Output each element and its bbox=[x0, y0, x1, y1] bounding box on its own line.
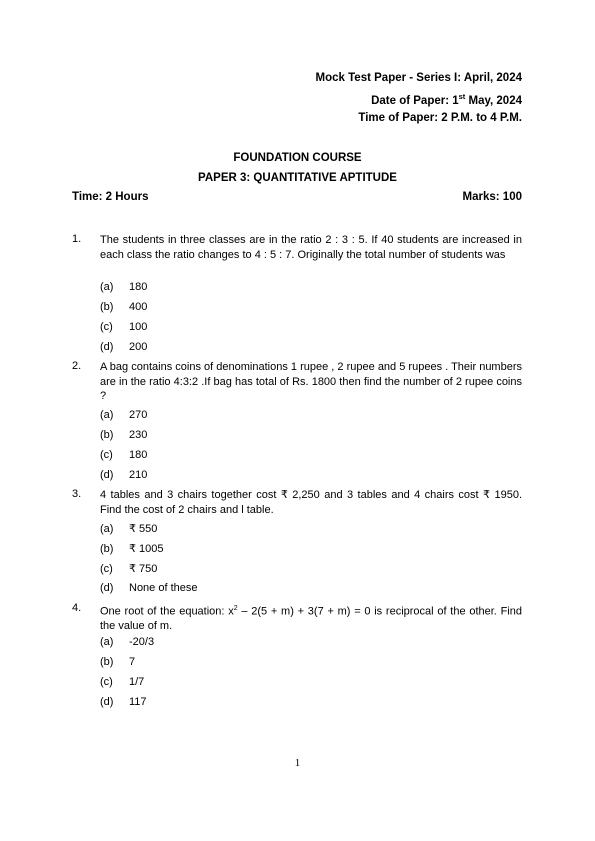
option-1d[interactable] bbox=[100, 341, 147, 353]
option-text: ₹ 1005 bbox=[129, 543, 164, 555]
question-text-end: – 2(5 + m) + 3(7 + m) = 0 is reciprocal of the other. Find the value of m. bbox=[100, 605, 522, 633]
option-3a[interactable] bbox=[100, 522, 157, 535]
option-1c[interactable] bbox=[100, 321, 147, 333]
option-label: (b) bbox=[100, 301, 114, 313]
option-text: 1/7 bbox=[129, 676, 145, 688]
option-label: (c) bbox=[100, 321, 113, 333]
option-label: (d) bbox=[100, 469, 114, 481]
question-text bbox=[100, 602, 522, 634]
question-text-start: One root of the equation: x bbox=[100, 605, 234, 618]
option-1a[interactable] bbox=[100, 281, 147, 293]
option-2c[interactable] bbox=[100, 449, 147, 461]
option-text: ₹ 750 bbox=[129, 563, 158, 575]
option-text: None of these bbox=[129, 582, 198, 594]
option-4c[interactable] bbox=[100, 676, 144, 688]
option-label: (a) bbox=[100, 636, 114, 648]
option-label: (b) bbox=[100, 656, 114, 668]
option-text: 200 bbox=[129, 341, 148, 353]
option-label: (d) bbox=[100, 582, 114, 594]
question-3 bbox=[72, 488, 522, 517]
question-text: 4 tables and 3 chairs together cost ₹ 2,250 and 3 tables and 4 chairs cost ₹ 1950. Find the cost of 2 chairs and l table. bbox=[100, 489, 522, 516]
option-label: (b) bbox=[100, 429, 114, 441]
option-text: 180 bbox=[129, 281, 148, 293]
option-3d[interactable] bbox=[100, 582, 198, 594]
option-text: 270 bbox=[129, 409, 148, 421]
exam-duration: Time: 2 Hours bbox=[72, 191, 149, 203]
course-title: FOUNDATION COURSE bbox=[233, 152, 362, 164]
option-label: (c) bbox=[100, 563, 113, 575]
option-label: (a) bbox=[100, 409, 114, 421]
date-of-paper bbox=[371, 92, 522, 107]
option-label: (c) bbox=[100, 676, 113, 688]
option-3b[interactable] bbox=[100, 542, 164, 555]
option-1b[interactable] bbox=[100, 301, 147, 313]
date-suffix: May, 2024 bbox=[465, 94, 522, 107]
option-2d[interactable] bbox=[100, 469, 147, 481]
option-4b[interactable] bbox=[100, 656, 135, 668]
question-number: 1. bbox=[72, 233, 82, 245]
paper-title: PAPER 3: QUANTITATIVE APTITUDE bbox=[198, 172, 397, 184]
option-2a[interactable] bbox=[100, 409, 147, 421]
question-text: The students in three classes are in the ratio 2 : 3 : 5. If 40 students are increased in each class the ratio changes to 4 : 5 : 7. Originally the total number of students was bbox=[100, 234, 522, 261]
question-1 bbox=[72, 233, 522, 262]
option-label: (d) bbox=[100, 341, 114, 353]
option-text: ₹ 550 bbox=[129, 523, 158, 535]
option-3c[interactable] bbox=[100, 562, 157, 575]
option-text: 230 bbox=[129, 429, 148, 441]
exponent: 2 bbox=[233, 605, 238, 612]
option-label: (d) bbox=[100, 696, 114, 708]
option-text: -20/3 bbox=[129, 636, 155, 648]
option-label: (c) bbox=[100, 449, 113, 461]
question-2 bbox=[72, 360, 522, 404]
option-text: 7 bbox=[129, 656, 136, 668]
option-label: (a) bbox=[100, 281, 114, 293]
option-text: 210 bbox=[129, 469, 148, 481]
question-number: 3. bbox=[72, 488, 82, 500]
question-text: A bag contains coins of denominations 1 rupee , 2 rupee and 5 rupees . Their numbers are in the ratio 4:3:2 .If bag has total of Rs. 1800 then find the number of 2 rupee coins ? bbox=[100, 361, 522, 402]
option-label: (b) bbox=[100, 543, 114, 555]
page-number: 1 bbox=[294, 757, 301, 769]
option-4a[interactable] bbox=[100, 636, 154, 648]
question-number: 4. bbox=[72, 602, 82, 614]
date-ordinal: st bbox=[458, 92, 466, 101]
option-4d[interactable] bbox=[100, 696, 147, 708]
option-text: 180 bbox=[129, 449, 148, 461]
question-number: 2. bbox=[72, 360, 82, 372]
option-2b[interactable] bbox=[100, 429, 147, 441]
exam-marks: Marks: 100 bbox=[462, 191, 522, 203]
time-of-paper: Time of Paper: 2 P.M. to 4 P.M. bbox=[358, 112, 522, 124]
option-text: 100 bbox=[129, 321, 148, 333]
paper-series: Mock Test Paper - Series I: April, 2024 bbox=[315, 72, 522, 84]
question-4 bbox=[72, 602, 522, 634]
option-label: (a) bbox=[100, 523, 114, 535]
option-text: 117 bbox=[129, 696, 147, 708]
option-text: 400 bbox=[129, 301, 148, 313]
date-prefix: Date of Paper: 1 bbox=[371, 94, 459, 107]
